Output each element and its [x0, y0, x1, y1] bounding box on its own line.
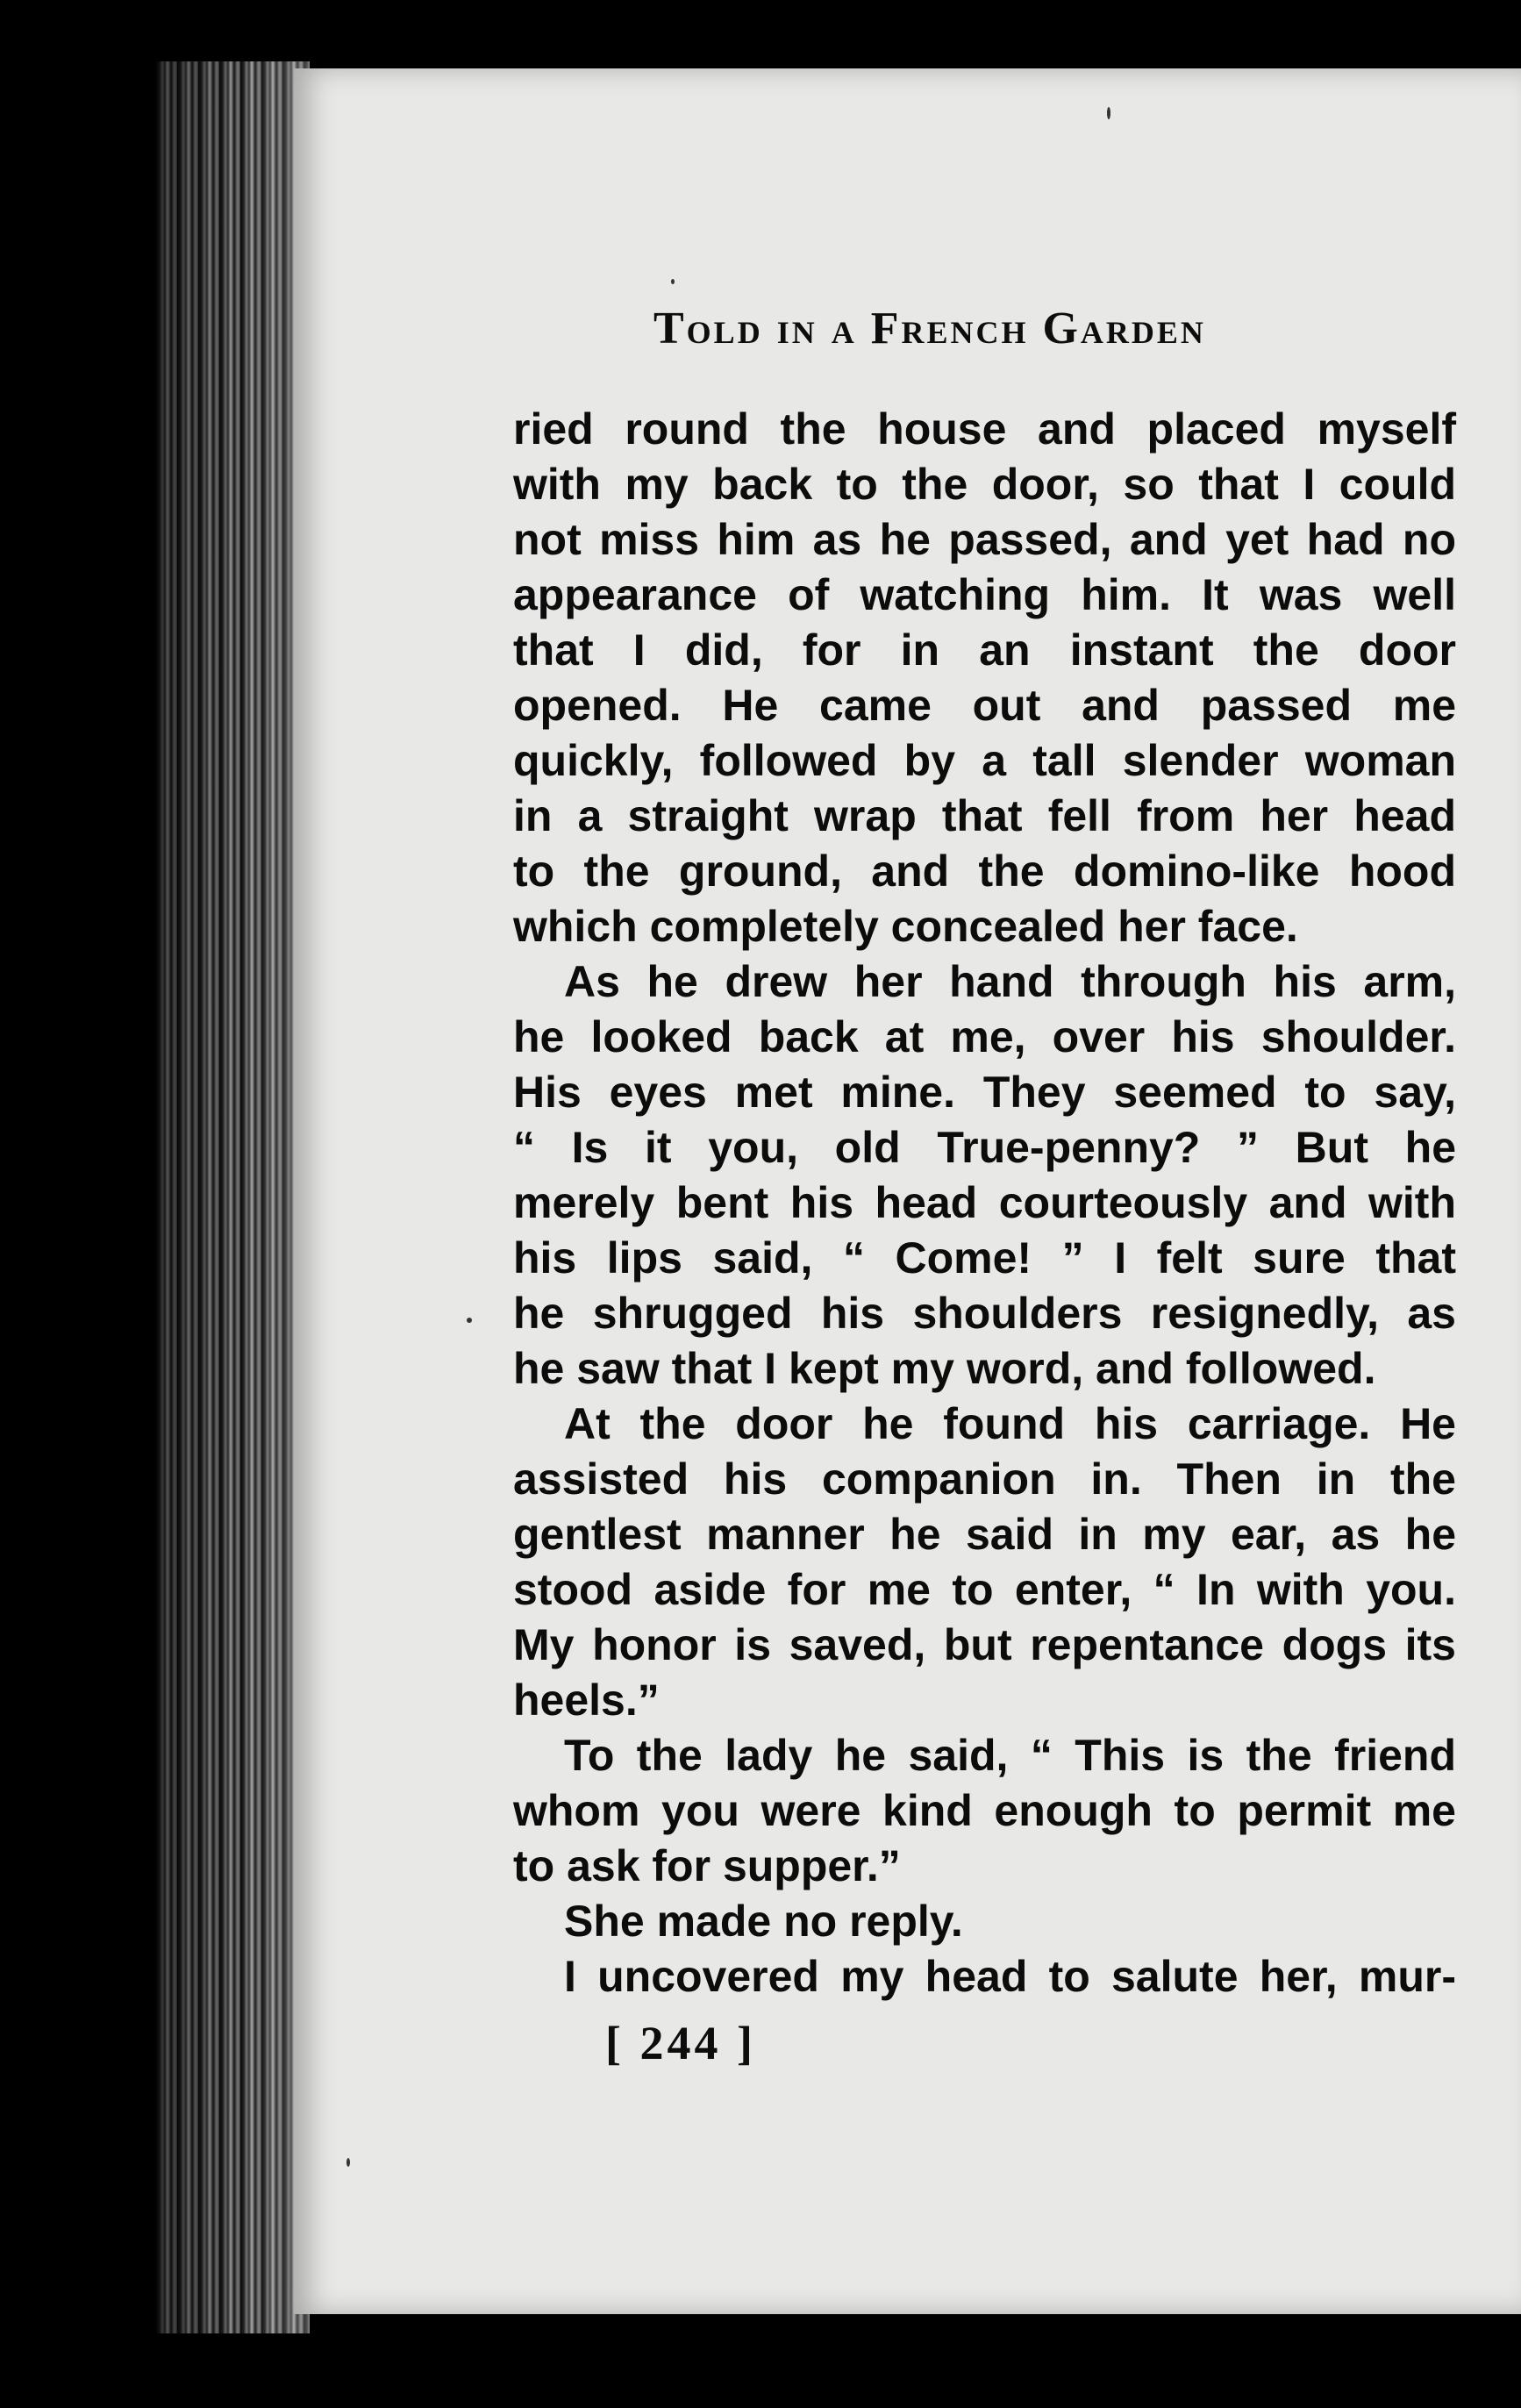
text-line: ried round the house and placed myself: [513, 404, 1456, 454]
running-title: Told in a French Garden: [653, 304, 1206, 354]
text-line: he shrugged his shoulders resignedly, as: [513, 1289, 1456, 1338]
text-line: heels.”: [513, 1676, 660, 1725]
text-line: whom you were kind enough to permit me: [513, 1786, 1456, 1835]
text-line: His eyes met mine. They seemed to say,: [513, 1068, 1456, 1117]
text-line: “ Is it you, old True-penny? ” But he: [513, 1123, 1456, 1172]
text-line: in a straight wrap that fell from her head: [513, 791, 1456, 840]
text-line: to ask for supper.”: [513, 1841, 901, 1890]
text-line: that I did, for in an instant the door: [513, 625, 1456, 675]
dust-speck: [1107, 107, 1110, 119]
text-line: his lips said, “ Come! ” I felt sure that: [513, 1233, 1456, 1283]
text-line: gentlest manner he said in my ear, as he: [513, 1510, 1456, 1559]
text-line: opened. He came out and passed me: [513, 681, 1456, 730]
text-line: he saw that I kept my word, and followed.: [513, 1344, 1376, 1393]
body-text: [513, 402, 1456, 2004]
text-line: stood aside for me to enter, “ In with you.: [513, 1565, 1456, 1614]
text-line: he looked back at me, over his shoulder.: [513, 1012, 1456, 1061]
page-number: [ 244 ]: [605, 2017, 756, 2069]
dust-speck: [467, 1318, 472, 1323]
running-header: [653, 303, 1355, 354]
book-page-edges: [156, 61, 310, 2333]
text-line: appearance of watching him. It was well: [513, 570, 1456, 619]
text-line: with my back to the door, so that I could: [513, 460, 1456, 509]
text-line: As he drew her hand through his arm,: [564, 957, 1456, 1006]
text-line: At the door he found his carriage. He: [564, 1399, 1456, 1448]
text-line: My honor is saved, but repentance dogs its: [513, 1620, 1456, 1669]
text-line: not miss him as he passed, and yet had no: [513, 515, 1456, 564]
text-line: I uncovered my head to salute her, mur-: [564, 1952, 1456, 2001]
text-line: which completely concealed her face.: [513, 902, 1298, 951]
dust-speck: [671, 279, 675, 284]
text-line: to the ground, and the domino-like hood: [513, 847, 1456, 896]
text-line: merely bent his head courteously and with: [513, 1178, 1456, 1227]
dust-speck: [346, 2158, 350, 2167]
text-line: To the lady he said, “ This is the friend: [564, 1731, 1456, 1780]
text-line: quickly, followed by a tall slender woman: [513, 736, 1456, 785]
text-line: She made no reply.: [564, 1897, 963, 1946]
text-line: assisted his companion in. Then in the: [513, 1454, 1456, 1504]
